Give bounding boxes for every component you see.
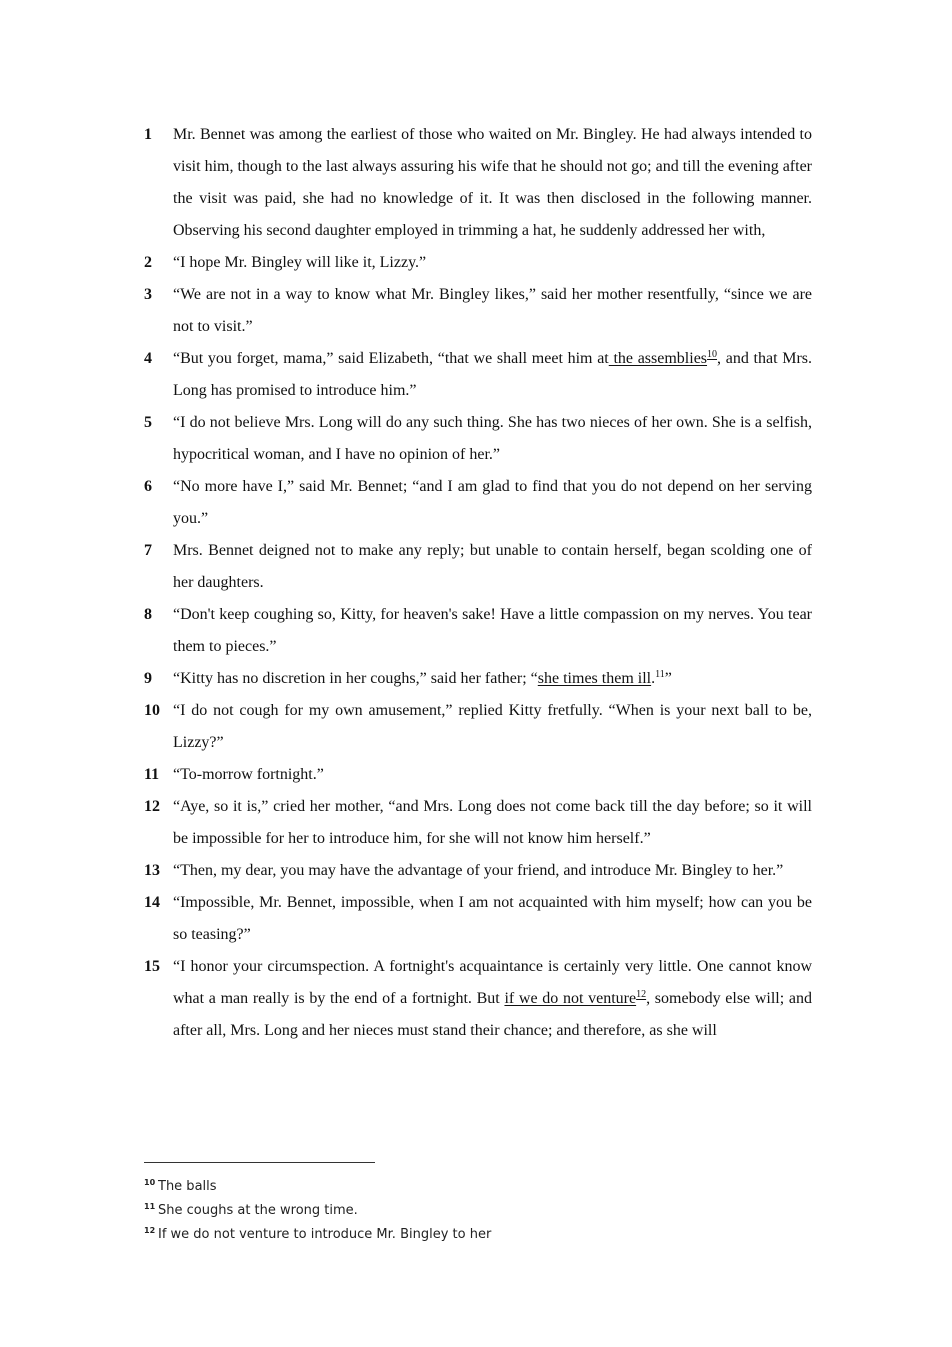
paragraph-number: 14 <box>144 894 160 911</box>
paragraph-11 <box>144 759 812 791</box>
paragraph-4 <box>144 343 812 407</box>
paragraph-text <box>173 791 812 855</box>
paragraph-text <box>173 279 812 343</box>
paragraph-text <box>173 119 812 247</box>
paragraph-text <box>173 663 812 695</box>
paragraph-number: 8 <box>144 606 152 623</box>
paragraph-2 <box>144 247 812 279</box>
footnote-separator <box>144 1162 375 1163</box>
text-run: , and that Mrs. Long has promised to introduce him.” <box>173 350 813 399</box>
paragraph-text <box>173 599 812 663</box>
paragraph-number: 13 <box>144 862 160 879</box>
footnotes <box>144 1173 491 1245</box>
footnote-ref: 10 <box>707 349 718 360</box>
paragraph-number: 7 <box>144 542 152 559</box>
text-run: “Then, my dear, you may have the advantage of your friend, and introduce Mr. Bingley to her.” <box>173 862 784 879</box>
text-run: “Kitty has no discretion in her coughs,” said her father; “ <box>173 670 538 687</box>
footnote-text: She coughs at the wrong time. <box>158 1203 358 1218</box>
paragraph-10 <box>144 695 812 759</box>
text-run: , somebody else will; and after all, Mrs. Long and her nieces must stand their chance; and therefore, as she will <box>173 990 812 1039</box>
paragraph-text <box>173 407 812 471</box>
footnote-number: 10 <box>144 1178 156 1187</box>
text-run: “I hope Mr. Bingley will like it, Lizzy.” <box>173 254 427 271</box>
text-run: “I do not believe Mrs. Long will do any such thing. She has two nieces of her own. She is a selfish, hypocritical woman, and I have no opinion of her.” <box>173 414 812 463</box>
underlined-phrase: the assemblies <box>608 350 708 367</box>
text-run: “But you forget, mama,” said Elizabeth, “that we shall meet him at <box>173 350 609 367</box>
paragraph-3 <box>144 279 812 343</box>
paragraph-number: 9 <box>144 670 152 687</box>
paragraph-text <box>173 247 812 279</box>
paragraph-text <box>173 343 812 407</box>
text-run: “Impossible, Mr. Bennet, impossible, when I am not acquainted with him myself; how can you be so teasing?” <box>173 894 812 943</box>
footnote-number: 11 <box>144 1202 156 1211</box>
paragraph-number: 5 <box>144 414 152 431</box>
paragraph-number: 6 <box>144 478 152 495</box>
paragraph-text <box>173 951 812 1047</box>
paragraph-number: 1 <box>144 126 152 143</box>
paragraph-number: 15 <box>144 958 160 975</box>
footnote-12 <box>144 1221 491 1245</box>
text-run: “To-morrow fortnight.” <box>173 766 324 783</box>
text-run: “No more have I,” said Mr. Bennet; “and I am glad to find that you do not depend on her serving you.” <box>173 478 812 527</box>
footnote-ref: 12 <box>636 989 647 1000</box>
paragraph-number: 4 <box>144 350 152 367</box>
text-run: Mrs. Bennet deigned not to make any reply; but unable to contain herself, began scolding one of her daughters. <box>173 542 812 591</box>
paragraph-14 <box>144 887 812 951</box>
paragraph-number: 11 <box>144 766 160 783</box>
paragraph-text <box>173 887 812 951</box>
underlined-phrase: she times them ill <box>537 670 652 687</box>
text-run: “I do not cough for my own amusement,” replied Kitty fretfully. “When is your next ball to be, Lizzy?” <box>173 702 812 751</box>
paragraph-13 <box>144 855 812 887</box>
text-run: . <box>651 670 656 687</box>
paragraph-text <box>173 759 812 791</box>
footnote-text: If we do not venture to introduce Mr. Bingley to her <box>158 1227 492 1242</box>
text-run: “Don't keep coughing so, Kitty, for heaven's sake! Have a little compassion on my nerves. You tear them to pieces.” <box>173 606 812 655</box>
underlined-phrase: if we do not venture <box>504 990 637 1007</box>
footnote-text: The balls <box>158 1179 217 1194</box>
footnote-number: 12 <box>144 1226 156 1235</box>
paragraph-7 <box>144 535 812 599</box>
footnote-10 <box>144 1173 491 1197</box>
paragraph-number: 2 <box>144 254 152 271</box>
paragraph-1 <box>144 119 812 247</box>
paragraph-text <box>173 471 812 535</box>
paragraph-number: 12 <box>144 798 160 815</box>
text-run: ” <box>664 670 672 687</box>
text-run: “Aye, so it is,” cried her mother, “and Mrs. Long does not come back till the day before; so it will be impossible for her to introduce him, for she will not know him herself.” <box>173 798 812 847</box>
body-text <box>144 119 812 1047</box>
footnote-11 <box>144 1197 491 1221</box>
paragraph-text <box>173 535 812 599</box>
paragraph-5 <box>144 407 812 471</box>
text-run: Mr. Bennet was among the earliest of those who waited on Mr. Bingley. He had always intended to visit him, though to the last always assuring his wife that he should not go; and till the evening after the visit was paid, she had no knowledge of it. It was then disclosed in the following manner. Observing his second daughter employed in trimming a hat, he suddenly addressed her with, <box>173 126 813 239</box>
paragraph-text <box>173 695 812 759</box>
paragraph-number: 3 <box>144 286 152 303</box>
paragraph-9 <box>144 663 812 695</box>
paragraph-number: 10 <box>144 702 160 719</box>
paragraph-8 <box>144 599 812 663</box>
text-run: “We are not in a way to know what Mr. Bingley likes,” said her mother resentfully, “since we are not to visit.” <box>173 286 812 335</box>
paragraph-15 <box>144 951 812 1047</box>
paragraph-6 <box>144 471 812 535</box>
text-run: “I honor your circumspection. A fortnight's acquaintance is certainly very little. One cannot know what a man really is by the end of a fortnight. But <box>173 958 812 1007</box>
paragraph-text <box>173 855 812 887</box>
paragraph-12 <box>144 791 812 855</box>
footnote-ref: 11 <box>655 669 665 680</box>
